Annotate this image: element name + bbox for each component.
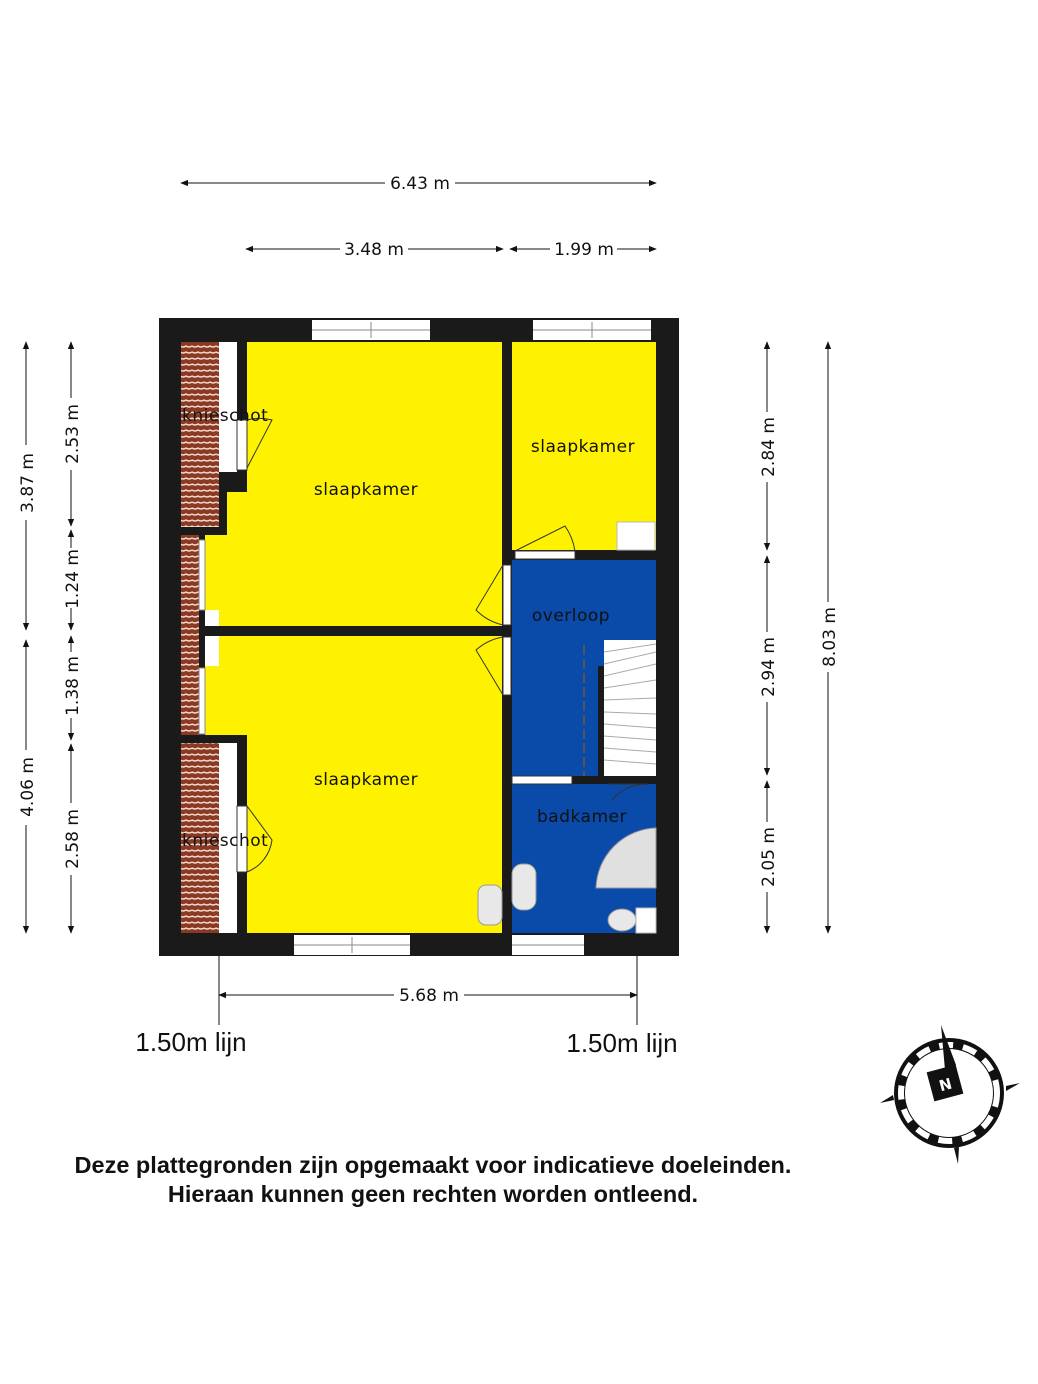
dim-top-right	[510, 240, 656, 260]
dim-left-inner-4	[63, 744, 83, 933]
interior-wall-stair	[598, 666, 604, 776]
dim-right-total	[820, 342, 840, 933]
disclaimer-line-2: Hieraan kunnen geen rechten worden ontleend.	[167, 1181, 699, 1207]
dim-label: 2.53 m	[63, 404, 83, 464]
dim-left-inner-1	[63, 342, 83, 526]
interior-wall-horizontal-mid	[205, 626, 502, 636]
dim-label: 1.38 m	[63, 656, 83, 716]
dim-label: 8.03 m	[820, 607, 840, 667]
wall-opening	[205, 610, 219, 626]
dim-label: 3.87 m	[18, 453, 38, 513]
label-150m-line-right: 1.50m lijn	[566, 1028, 678, 1058]
window-bottom-2	[512, 935, 584, 955]
disclaimer-line-1: Deze plattegronden zijn opgemaakt voor indicatieve doeleinden.	[74, 1152, 792, 1178]
dim-bottom	[219, 956, 637, 1025]
dim-left-outer-top	[18, 342, 38, 630]
label-slaapkamer-main: slaapkamer	[313, 480, 419, 500]
cabinet-small-bedroom	[617, 522, 655, 550]
dim-label: 2.94 m	[759, 637, 779, 697]
dim-label: 2.84 m	[759, 417, 779, 477]
dim-top-left	[246, 240, 503, 260]
dim-top-total	[181, 174, 656, 194]
dim-label: 1.24 m	[63, 549, 83, 609]
dim-label: 2.05 m	[759, 827, 779, 887]
sink-bedroom	[478, 885, 502, 925]
label-overloop: overloop	[531, 606, 611, 626]
dim-label: 5.68 m	[399, 986, 459, 1006]
wall-opening	[205, 636, 219, 666]
dim-right-inner-3	[759, 781, 779, 933]
dim-left-outer-bottom	[18, 640, 38, 933]
label-knieschot-bottom: knieschot	[182, 831, 269, 851]
window-top-2	[533, 320, 651, 340]
dim-label: 6.43 m	[390, 174, 450, 194]
window-bottom-1	[294, 935, 410, 955]
window-top-1	[312, 320, 430, 340]
sink-badkamer	[512, 864, 536, 910]
label-slaapkamer-small: slaapkamer	[530, 437, 636, 457]
dim-left-inner-3	[63, 636, 83, 740]
knieschot-top-area	[181, 342, 219, 527]
compass-icon	[880, 1025, 1020, 1164]
dim-left-inner-2	[63, 530, 83, 630]
label-badkamer: badkamer	[537, 807, 627, 827]
label-knieschot-top: knieschot	[182, 406, 269, 426]
dim-label: 3.48 m	[344, 240, 404, 260]
compass-north-label: N	[937, 1074, 954, 1096]
dim-label: 1.99 m	[554, 240, 614, 260]
label-150m-line-left: 1.50m lijn	[135, 1027, 247, 1057]
toilet	[608, 909, 636, 931]
dim-label: 4.06 m	[18, 757, 38, 817]
dim-right-inner-2	[759, 556, 779, 775]
roof-strip-middle	[181, 535, 199, 735]
dim-right-inner-1	[759, 342, 779, 550]
toilet-tank	[636, 908, 656, 933]
dim-label: 2.58 m	[63, 809, 83, 869]
label-slaapkamer-bottom: slaapkamer	[313, 770, 419, 790]
